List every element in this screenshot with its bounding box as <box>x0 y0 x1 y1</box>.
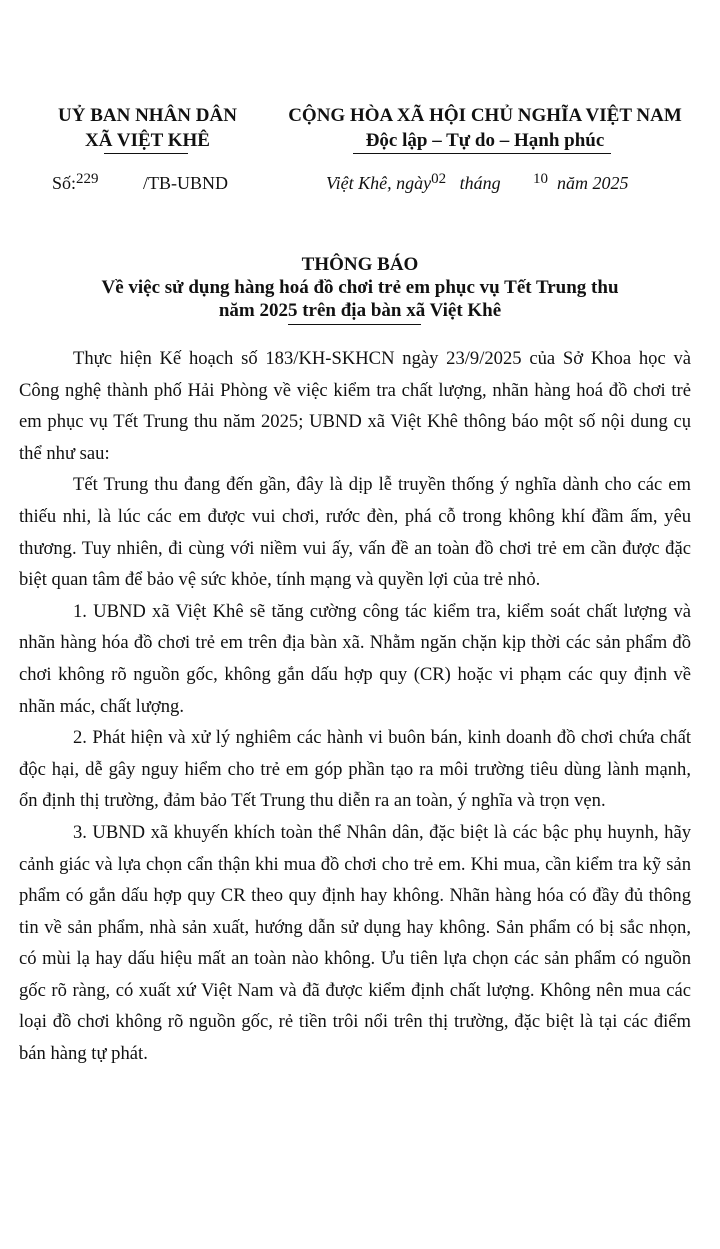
place-date-prefix: Việt Khê, ngày <box>326 173 432 193</box>
doc-subject-line2: năm 2025 trên địa bàn xã Việt Khê <box>218 300 502 321</box>
org-name-line1: UỶ BAN NHÂN DÂN <box>58 105 237 126</box>
paragraph-item-2: 2. Phát hiện và xử lý nghiêm các hành vi buôn bán, kinh doanh đồ chơi chứa chất độc hại, dễ gây nguy hiểm cho trẻ em góp phần tạo ra môi trường tiêu dùng lành mạnh, ổn định thị trường, đảm bảo Tết Trung thu diễn ra an toàn, ý nghĩa và trọn vẹn. <box>19 727 691 812</box>
date-month-wrap <box>533 173 629 194</box>
month-label: tháng <box>459 173 501 193</box>
national-motto: Độc lập – Tự do – Hạnh phúc <box>365 130 605 151</box>
paragraph-item-3: 3. UBND xã khuyến khích toàn thể Nhân dân, đặc biệt là các bậc phụ huynh, hãy cảnh giác và lựa chọn cẩn thận khi mua đồ chơi cho trẻ em. Khi mua, cần kiểm tra kỹ sản phẩm có gắn dấu hợp quy CR theo quy định hay không. Nhãn hàng hóa có đầy đủ thông tin về sản phẩm, nhà sản xuất, hướng dẫn sử dụng hay không. Sản phẩm có bị sắc nhọn, có mùi lạ hay dấu hiệu mất an toàn nào không. Ưu tiên lựa chọn các sản phẩm có nguồn gốc rõ ràng, có xuất xứ Việt Nam và đã được kiểm định chất lượng. Không nên mua các loại đồ chơi không rõ nguồn gốc, rẻ tiền trôi nổi trên thị trường, đặc biệt là tại các điểm bán hàng tự phát. <box>19 821 691 1065</box>
document-code: /TB-UBND <box>143 173 228 193</box>
org-underline <box>104 153 188 154</box>
date-month: 10 <box>533 171 548 187</box>
doc-heading: THÔNG BÁO <box>301 254 419 275</box>
so-number: 229 <box>76 171 99 187</box>
document-number <box>52 173 99 194</box>
date-day: 02 <box>431 171 447 187</box>
paragraph-item-1: 1. UBND xã Việt Khê sẽ tăng cường công tác kiểm tra, kiểm soát chất lượng và nhãn hàng hóa đồ chơi trẻ em trên địa bàn xã. Nhằm ngăn chặn kịp thời các sản phẩm đồ chơi không rõ nguồn gốc, không gắn dấu hợp quy (CR) hoặc vi phạm các quy định về nhãn mác, chất lượng. <box>19 600 691 717</box>
motto-underline <box>353 153 611 154</box>
date-year: năm 2025 <box>557 173 629 193</box>
paragraph-context: Tết Trung thu đang đến gần, đây là dịp lễ truyền thống ý nghĩa dành cho các em thiếu nhi, là lúc các em được vui chơi, rước đèn, phá cỗ trong không khí đầm ấm, yêu thương. Tuy nhiên, đi cùng với niềm vui ấy, vấn đề an toàn đồ chơi trẻ em cần được đặc biệt quan tâm để bảo vệ sức khỏe, tính mạng và quyền lợi của trẻ nhỏ. <box>19 474 691 591</box>
org-name-line2: XÃ VIỆT KHÊ <box>85 130 210 151</box>
place-date <box>326 173 501 194</box>
title-underline <box>288 324 421 325</box>
doc-subject-line1: Về việc sử dụng hàng hoá đồ chơi trẻ em phục vụ Tết Trung thu <box>101 277 619 298</box>
national-title: CỘNG HÒA XÃ HỘI CHỦ NGHĨA VIỆT NAM <box>288 105 682 126</box>
document-body <box>19 343 691 1070</box>
so-label: Số: <box>52 173 77 193</box>
paragraph-intro: Thực hiện Kế hoạch số 183/KH-SKHCN ngày 23/9/2025 của Sở Khoa học và Công nghệ thành phố Hải Phòng về việc kiểm tra chất lượng, nhãn hàng hoá đồ chơi trẻ em phục vụ Tết Trung thu năm 2025; UBND xã Việt Khê thông báo một số nội dung cụ thể như sau: <box>19 348 691 464</box>
